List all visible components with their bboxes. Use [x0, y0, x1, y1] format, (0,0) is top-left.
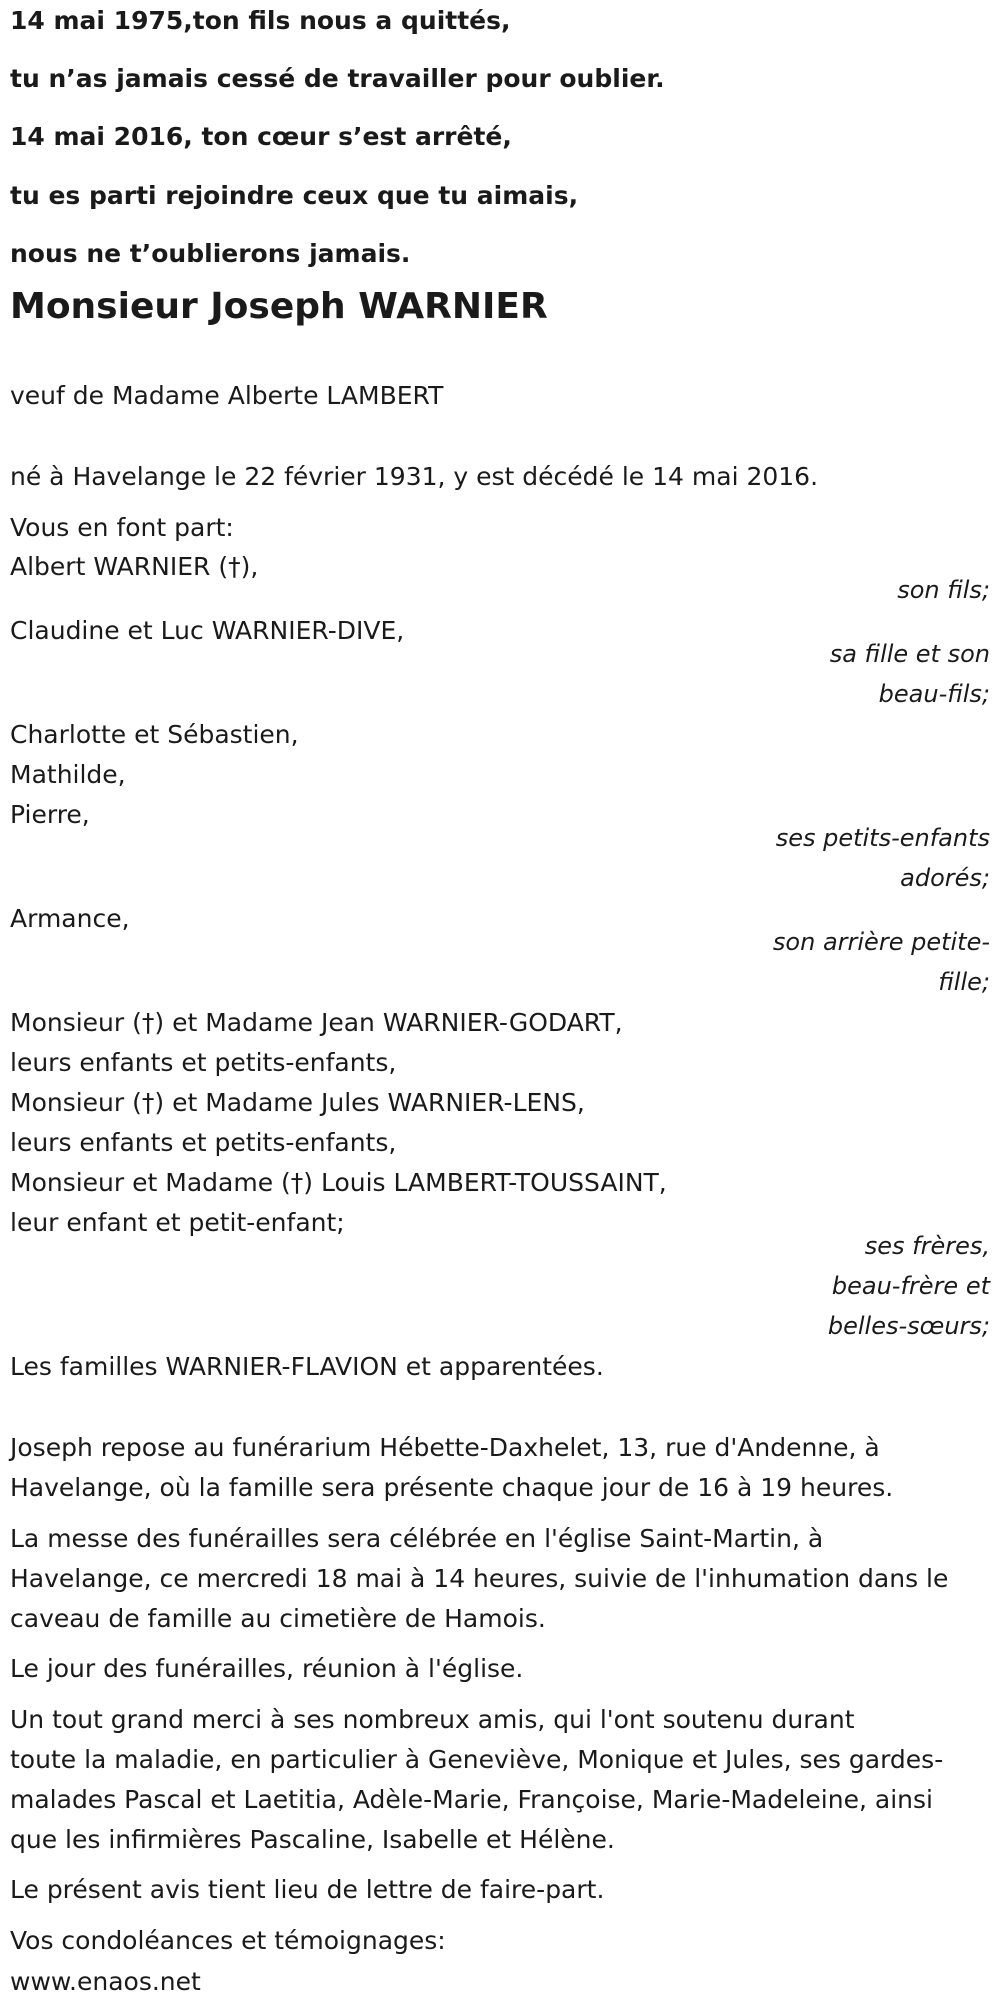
family-relation: ses petits-enfants — [775, 824, 990, 852]
paragraph-line: La messe des funérailles sera célébrée en l'église Saint-Martin, à — [10, 1524, 824, 1553]
paragraph-line: Le jour des funérailles, réunion à l'église. — [10, 1654, 524, 1683]
family-name: Pierre, — [10, 800, 90, 829]
family-name: leurs enfants et petits-enfants, — [10, 1048, 397, 1077]
family-relation: ses frères, — [864, 1232, 990, 1260]
announce-line: Vous en font part: — [10, 513, 234, 542]
family-name: Mathilde, — [10, 760, 126, 789]
paragraph-line: toute la maladie, en particulier à Geneviève, Monique et Jules, ses gardes- — [10, 1745, 944, 1774]
family-name: Monsieur (†) et Madame Jules WARNIER-LENS, — [10, 1088, 585, 1117]
family-name: leur enfant et petit-enfant; — [10, 1208, 345, 1237]
poem-line: tu es parti rejoindre ceux que tu aimais, — [10, 181, 579, 210]
family-name: Monsieur et Madame (†) Louis LAMBERT-TOUSSAINT, — [10, 1168, 667, 1197]
paragraph-line: Havelange, ce mercredi 18 mai à 14 heures, suivie de l'inhumation dans le — [10, 1564, 949, 1593]
family-relation: belles-sœurs; — [827, 1312, 990, 1340]
paragraph-line: Joseph repose au funérarium Hébette-Daxhelet, 13, rue d'Andenne, à — [10, 1433, 880, 1462]
family-relation: fille; — [938, 968, 990, 996]
family-relation: sa fille et son — [829, 640, 990, 668]
family-name: Claudine et Luc WARNIER-DIVE, — [10, 616, 405, 645]
family-relation: beau-frère et — [831, 1272, 990, 1300]
widower-line: veuf de Madame Alberte LAMBERT — [10, 381, 444, 410]
family-name: Charlotte et Sébastien, — [10, 720, 299, 749]
poem-line: 14 mai 1975,ton fils nous a quittés, — [10, 6, 511, 35]
family-relation: beau-fils; — [878, 680, 990, 708]
paragraph-line: malades Pascal et Laetitia, Adèle-Marie, Françoise, Marie-Madeleine, ainsi — [10, 1785, 933, 1814]
birth-death-line: né à Havelange le 22 février 1931, y est décédé le 14 mai 2016. — [10, 462, 819, 491]
family-relation: adorés; — [900, 864, 990, 892]
family-relation: son fils; — [897, 576, 990, 604]
families-line: Les familles WARNIER-FLAVION et apparentées. — [10, 1352, 604, 1381]
poem-line: 14 mai 2016, ton cœur s’est arrêté, — [10, 122, 512, 151]
paragraph-line: Un tout grand merci à ses nombreux amis, qui l'ont soutenu durant — [10, 1705, 855, 1734]
paragraph-line: Vos condoléances et témoignages: — [10, 1926, 446, 1955]
paragraph-line: caveau de famille au cimetière de Hamois. — [10, 1604, 546, 1633]
paragraph-line: Le présent avis tient lieu de lettre de faire-part. — [10, 1875, 605, 1904]
deceased-name: Monsieur Joseph WARNIER — [10, 286, 548, 327]
paragraph-line: Havelange, où la famille sera présente chaque jour de 16 à 19 heures. — [10, 1473, 894, 1502]
family-name: Albert WARNIER (†), — [10, 552, 259, 581]
family-name: Monsieur (†) et Madame Jean WARNIER-GODART, — [10, 1008, 623, 1037]
paragraph-line: que les infirmières Pascaline, Isabelle et Hélène. — [10, 1825, 615, 1854]
family-relation: son arrière petite- — [772, 928, 990, 956]
website-link[interactable]: www.enaos.net — [10, 1967, 201, 1996]
poem-line: nous ne t’oublierons jamais. — [10, 239, 411, 268]
family-name: leurs enfants et petits-enfants, — [10, 1128, 397, 1157]
poem-line: tu n’as jamais cessé de travailler pour oublier. — [10, 64, 665, 93]
family-name: Armance, — [10, 904, 130, 933]
